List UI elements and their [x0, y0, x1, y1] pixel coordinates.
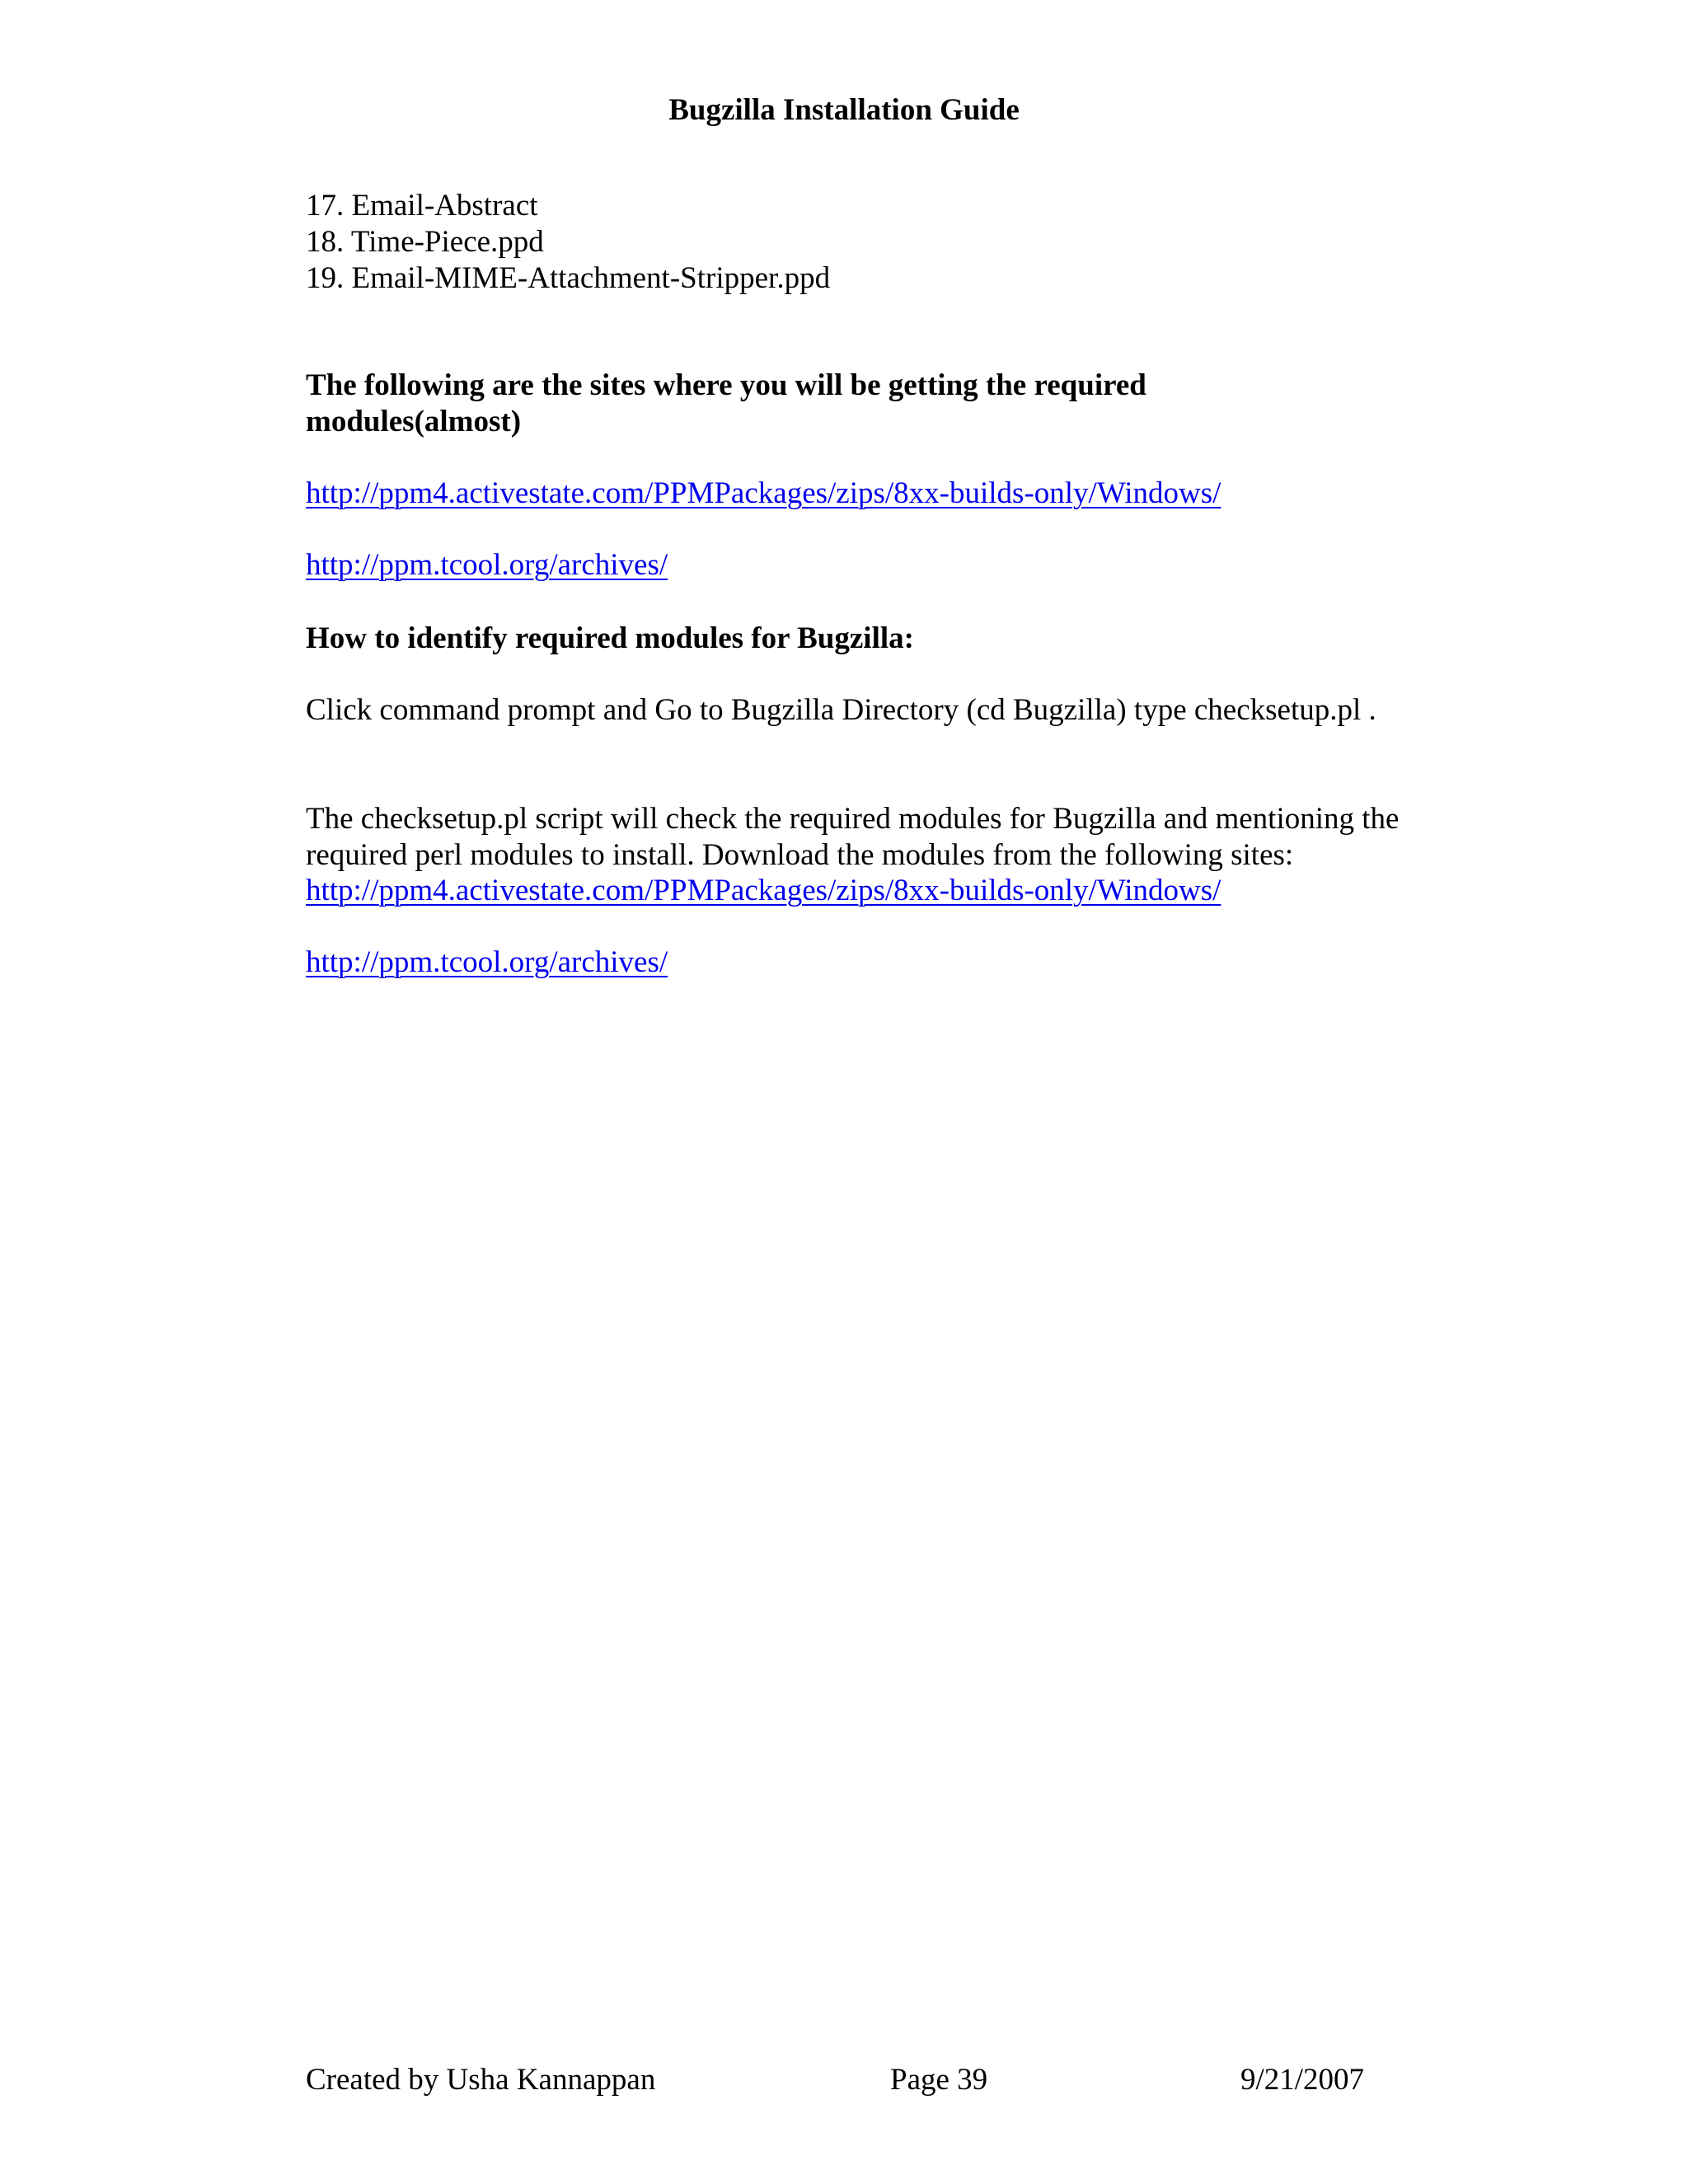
- identify-paragraph: Click command prompt and Go to Bugzilla Directory (cd Bugzilla) type checksetup.pl .: [306, 693, 1376, 727]
- download-link-2-container: [306, 944, 1402, 981]
- identify-heading: How to identify required modules for Bugzilla:: [306, 621, 914, 655]
- activestate-link[interactable]: http://ppm4.activestate.com/PPMPackages/zips/8xx-builds-only/Windows/: [306, 476, 1221, 510]
- list-item: 19. Email-MIME-Attachment-Stripper.ppd: [306, 261, 831, 295]
- modules-list: [306, 188, 1402, 297]
- footer-date: 9/21/2007: [1240, 2063, 1365, 2097]
- download-link-1-container: [306, 873, 1402, 909]
- list-item: 18. Time-Piece.ppd: [306, 225, 544, 259]
- footer-author: Created by Usha Kannappan: [306, 2063, 656, 2097]
- tcool-link[interactable]: http://ppm.tcool.org/archives/: [306, 548, 668, 582]
- site-link-2-container: [306, 547, 1402, 583]
- checksetup-paragraph: The checksetup.pl script will check the required modules for Bugzilla and mentioning the required perl modules to install. Download the modules from the following sites:: [306, 802, 1400, 872]
- page-header-title: Bugzilla Installation Guide: [668, 93, 1020, 127]
- list-item: 17. Email-Abstract: [306, 189, 538, 223]
- download-tcool-link[interactable]: http://ppm.tcool.org/archives/: [306, 945, 668, 979]
- sites-heading: The following are the sites where you will be getting the required modules(almost): [306, 368, 1146, 438]
- footer-page-number: Page 39: [890, 2063, 988, 2097]
- download-activestate-link[interactable]: http://ppm4.activestate.com/PPMPackages/zips/8xx-builds-only/Windows/: [306, 874, 1221, 907]
- site-link-1-container: [306, 476, 1402, 512]
